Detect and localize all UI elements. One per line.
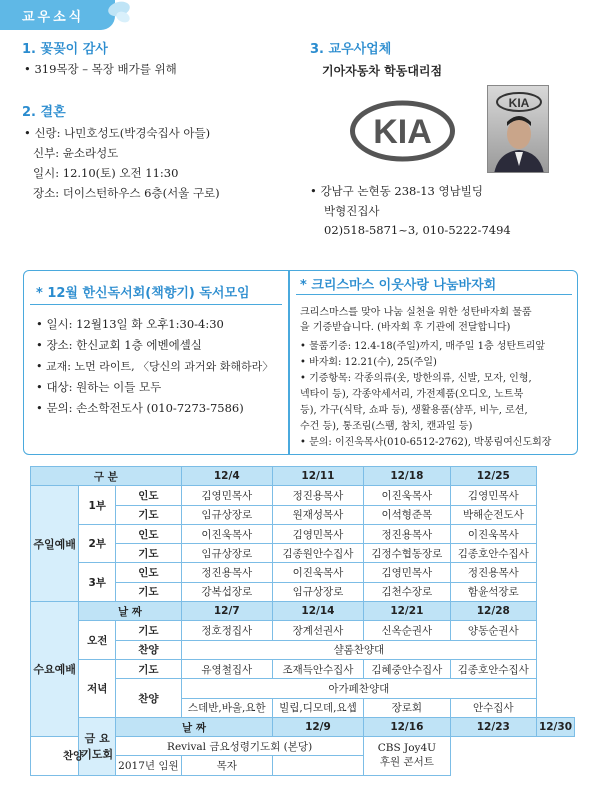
table-cell: 김종원안수집사 bbox=[272, 544, 363, 563]
section-tab-title: 교우소식 bbox=[22, 10, 85, 25]
table-cell: 강복섭장로 bbox=[181, 582, 272, 601]
date-cell: 12/4 bbox=[181, 467, 272, 486]
book-club-title: * 12월 한신독서회(책향기) 독서모임 bbox=[36, 286, 250, 301]
book-club-item: • 일시: 12월13일 화 오후1:30-4:30 bbox=[36, 317, 224, 331]
date-cell: 12/28 bbox=[450, 602, 536, 621]
wedding-groom: • 신랑: 나민호성도(박경숙집사 아들) bbox=[24, 126, 211, 140]
date-cell: 12/16 bbox=[364, 717, 451, 736]
role-label: 인도 bbox=[116, 524, 182, 543]
table-cell: 임규상장로 bbox=[272, 582, 363, 601]
bazaar-title: * 크리스마스 이웃사랑 나눔바자회 bbox=[300, 278, 497, 293]
table-cell: 신옥순권사 bbox=[364, 621, 451, 640]
table-row bbox=[31, 717, 575, 736]
role-label: 기도 bbox=[116, 505, 182, 524]
role-label: 찬양 bbox=[116, 640, 182, 659]
book-club-item: • 교재: 노먼 라이트, 〈당신의 과거와 화해하라〉 bbox=[36, 360, 274, 373]
notice-box-divider bbox=[288, 271, 290, 454]
morning-label: 오전 bbox=[79, 621, 116, 660]
table-cell: 김영민목사 bbox=[450, 486, 536, 505]
table-cell: 김영민목사 bbox=[181, 486, 272, 505]
part-label: 1부 bbox=[79, 486, 116, 525]
concert-line: 후원 콘서트 bbox=[379, 756, 434, 769]
business-owner: 박형진집사 bbox=[324, 204, 380, 218]
table-cell: 조재득안수집사 bbox=[272, 659, 363, 678]
table-cell: 2017년 임원 bbox=[116, 756, 182, 775]
bazaar-line: • 바자회: 12.21(수), 25(주일) bbox=[300, 357, 437, 368]
bazaar-line: 등), 가구(식탁, 쇼파 등), 생활용품(샴푸, 비누, 로션, bbox=[300, 405, 528, 416]
table-cell: 정호정집사 bbox=[181, 621, 272, 640]
table-cell bbox=[272, 756, 363, 775]
bazaar-line: 수건 등), 통조림(스팸, 참치, 캔과일 등) bbox=[300, 421, 473, 432]
date-label: 날 짜 bbox=[79, 602, 181, 621]
table-cell: 장계선권사 bbox=[272, 621, 363, 640]
wedding-bride: 신부: 윤소라성도 bbox=[33, 146, 119, 160]
business-title: 3. 교우사업체 bbox=[310, 42, 392, 57]
table-cell: 이진욱목사 bbox=[450, 524, 536, 543]
table-cell: 임규상장로 bbox=[181, 505, 272, 524]
part-label: 2부 bbox=[79, 524, 116, 563]
table-cell: 장로회 bbox=[364, 698, 451, 717]
date-label: 날 짜 bbox=[116, 717, 273, 736]
table-cell: 정진용목사 bbox=[272, 486, 363, 505]
kia-logo-text: KIA bbox=[373, 113, 432, 151]
role-label: 기도 bbox=[116, 659, 182, 678]
table-row bbox=[31, 659, 575, 678]
date-cell: 12/9 bbox=[272, 717, 363, 736]
table-cell: 스데반,바울,요한 bbox=[181, 698, 272, 717]
table-cell: 이진욱목사 bbox=[181, 524, 272, 543]
table-cell: 정진용목사 bbox=[364, 524, 451, 543]
table-cell: 정진용목사 bbox=[450, 563, 536, 582]
role-label: 인도 bbox=[116, 486, 182, 505]
table-cell: 임규상장로 bbox=[181, 544, 272, 563]
kia-logo bbox=[350, 100, 455, 162]
date-cell: 12/21 bbox=[364, 602, 451, 621]
table-cell bbox=[364, 737, 451, 776]
table-cell: 유영철집사 bbox=[181, 659, 272, 678]
wedding-place: 장소: 더이스턴하우스 6층(서울 구로) bbox=[33, 186, 220, 200]
table-cell: 김영민목사 bbox=[364, 563, 451, 582]
table-cell: 김정수협동장로 bbox=[364, 544, 451, 563]
table-cell: 목자 bbox=[181, 756, 272, 775]
date-cell: 12/30 bbox=[536, 717, 574, 736]
role-label: 찬양 bbox=[116, 679, 182, 718]
role-label: 기도 bbox=[116, 582, 182, 601]
table-cell: 양동순권사 bbox=[450, 621, 536, 640]
owner-photo bbox=[487, 85, 549, 173]
business-address: • 강남구 논현동 238-13 영남빌딩 bbox=[310, 184, 483, 198]
wedding-title: 2. 결혼 bbox=[22, 105, 66, 120]
business-name: 기아자동차 학동대리점 bbox=[322, 64, 443, 78]
table-cell: 이진욱목사 bbox=[364, 486, 451, 505]
friday-label-line: 금 요 bbox=[84, 732, 110, 746]
bazaar-intro: 을 기증받습니다. (바자회 후 기관에 전달합니다) bbox=[300, 322, 511, 333]
table-cell: 이석형준목 bbox=[364, 505, 451, 524]
book-club-rule bbox=[30, 304, 282, 305]
business-phone: 02)518-5871~3, 010-5222-7494 bbox=[324, 223, 511, 237]
evening-label: 저녁 bbox=[79, 659, 116, 717]
bazaar-line: • 기증항목: 각종의류(옷, 방한의류, 신발, 모자, 인형, bbox=[300, 373, 532, 384]
concert-line: CBS Joy4U bbox=[377, 742, 436, 755]
sunday-worship-label: 주일예배 bbox=[31, 486, 79, 602]
role-label: 기도 bbox=[116, 544, 182, 563]
table-cell: 정진용목사 bbox=[181, 563, 272, 582]
role-label: 찬양 bbox=[31, 737, 116, 776]
bazaar-intro: 크리스마스를 맞아 나눔 실천을 위한 성탄바자회 물품 bbox=[300, 307, 532, 318]
date-cell: 12/23 bbox=[450, 717, 536, 736]
leaf-decoration-icon bbox=[115, 10, 132, 25]
wednesday-worship-label: 수요예배 bbox=[31, 602, 79, 737]
table-cell: 안수집사 bbox=[450, 698, 536, 717]
bazaar-line: 넥타이 등), 각종악세서리, 가전제품(오디오, 노트북 bbox=[300, 389, 524, 400]
table-row bbox=[31, 602, 575, 621]
date-cell: 12/11 bbox=[272, 467, 363, 486]
table-row bbox=[31, 621, 575, 640]
worship-schedule-table bbox=[30, 466, 575, 776]
book-club-item: • 대상: 원하는 이들 모두 bbox=[36, 380, 162, 394]
section-tab bbox=[0, 0, 115, 30]
table-row bbox=[31, 524, 575, 543]
table-cell: 샬롬찬양대 bbox=[181, 640, 536, 659]
book-club-item: • 장소: 한신교회 1층 에벤에셀실 bbox=[36, 338, 202, 352]
table-row bbox=[31, 486, 575, 505]
table-cell: 아가페찬양대 bbox=[181, 679, 536, 698]
role-label: 인도 bbox=[116, 563, 182, 582]
table-cell: 김영민목사 bbox=[272, 524, 363, 543]
role-label: 기도 bbox=[116, 621, 182, 640]
table-cell: 박해순전도사 bbox=[450, 505, 536, 524]
table-cell: 함윤석장로 bbox=[450, 582, 536, 601]
flower-thanks-line: • 319목장 – 목장 배가를 위해 bbox=[24, 62, 177, 76]
date-cell: 12/25 bbox=[450, 467, 536, 486]
table-cell: 빌립,디모데,요셉 bbox=[272, 698, 363, 717]
photo-logo-text: KIA bbox=[508, 96, 530, 110]
table-cell: 김종호안수집사 bbox=[450, 544, 536, 563]
bazaar-line: • 문의: 이진욱목사(010-6512-2762), 박봉림여신도회장 bbox=[300, 437, 552, 448]
bazaar-rule bbox=[296, 294, 572, 295]
date-cell: 12/7 bbox=[181, 602, 272, 621]
table-cell: 김종호안수집사 bbox=[450, 659, 536, 678]
table-row bbox=[31, 467, 575, 486]
table-row bbox=[31, 563, 575, 582]
header-cell: 구 분 bbox=[31, 467, 182, 486]
wedding-time: 일시: 12.10(토) 오전 11:30 bbox=[33, 166, 179, 180]
date-cell: 12/14 bbox=[272, 602, 363, 621]
table-cell: 이진욱목사 bbox=[272, 563, 363, 582]
part-label: 3부 bbox=[79, 563, 116, 602]
table-cell: 원재성목사 bbox=[272, 505, 363, 524]
book-club-item: • 문의: 손소학전도사 (010-7273-7586) bbox=[36, 401, 244, 415]
bazaar-line: • 물품기증: 12.4-18(주일)까지, 매주일 1층 성탄트리앞 bbox=[300, 341, 546, 352]
friday-label-line: 기도회 bbox=[81, 748, 114, 762]
flower-thanks-title: 1. 꽃꽂이 감사 bbox=[22, 42, 108, 57]
table-cell: 김혜중안수집사 bbox=[364, 659, 451, 678]
date-cell: 12/18 bbox=[364, 467, 451, 486]
table-cell: Revival 금요성령기도회 (본당) bbox=[116, 737, 364, 756]
table-cell: 김천수장로 bbox=[364, 582, 451, 601]
